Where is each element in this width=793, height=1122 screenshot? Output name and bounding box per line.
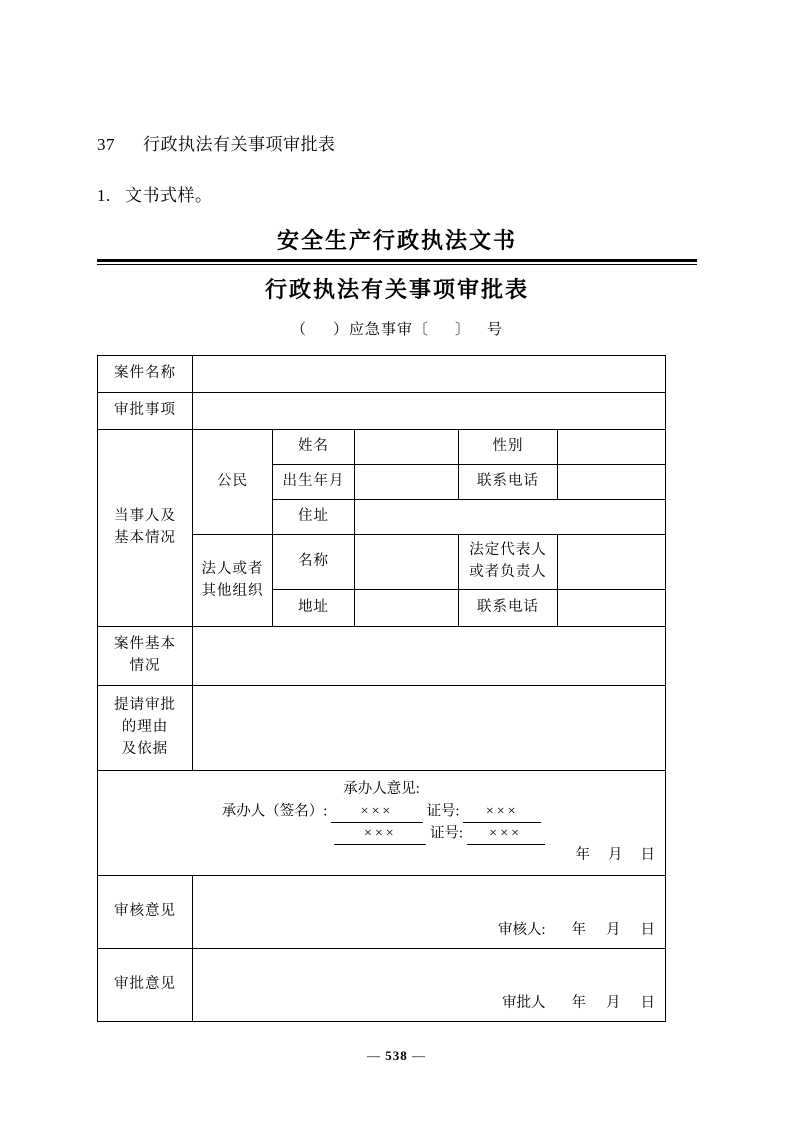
org-phone-label: 联系电话 bbox=[459, 590, 558, 627]
citizen-label: 公民 bbox=[193, 430, 273, 535]
section-heading bbox=[97, 130, 697, 155]
handler-cert-value-2[interactable]: ××× bbox=[467, 823, 545, 845]
approve-opinion-cell[interactable] bbox=[193, 949, 666, 1022]
cert-label-1: 证号: bbox=[426, 803, 460, 820]
handler-date-row bbox=[100, 845, 663, 867]
handler-date-year: 年 bbox=[575, 847, 590, 863]
doc-number-paren-open: （ bbox=[290, 322, 307, 338]
gender-value[interactable] bbox=[558, 430, 666, 465]
table-row bbox=[98, 393, 666, 430]
handler-opinion-cell[interactable] bbox=[98, 771, 666, 876]
table-row bbox=[98, 771, 666, 876]
handler-signature-value-2[interactable]: ××× bbox=[334, 823, 426, 845]
birth-date-value[interactable] bbox=[355, 465, 459, 500]
approval-item-value[interactable] bbox=[193, 393, 666, 430]
org-address-label: 地址 bbox=[273, 590, 355, 627]
address-label: 住址 bbox=[273, 500, 355, 535]
review-opinion-cell[interactable] bbox=[193, 876, 666, 949]
sub-item-number: 1. bbox=[97, 186, 111, 205]
reason-label-line3: 及依据 bbox=[121, 740, 169, 757]
approve-opinion-label: 审批意见 bbox=[98, 949, 193, 1022]
legal-rep-value[interactable] bbox=[558, 535, 666, 590]
review-date-day: 日 bbox=[640, 922, 655, 939]
case-basic-value[interactable] bbox=[193, 627, 666, 686]
org-name-value[interactable] bbox=[355, 535, 459, 590]
doc-number-suffix: 号 bbox=[487, 322, 504, 338]
reviewer-label: 审核人: bbox=[497, 922, 546, 939]
legal-rep-label-line2: 或者负责人 bbox=[469, 564, 547, 580]
legal-person-label-line1: 法人或者 bbox=[201, 560, 264, 577]
legal-person-label bbox=[193, 535, 273, 627]
name-value[interactable] bbox=[355, 430, 459, 465]
party-info-label bbox=[98, 430, 193, 627]
section-heading-number: 37 bbox=[97, 135, 115, 154]
handler-signature-row-2 bbox=[100, 823, 663, 845]
doc-number-bracket-open: 〔 bbox=[413, 322, 430, 338]
approval-form-table bbox=[97, 355, 666, 1022]
review-date-month: 月 bbox=[606, 922, 621, 939]
handler-opinion-label: 承办人意见: bbox=[343, 781, 420, 798]
sub-item-text: 文书式样。 bbox=[125, 186, 213, 205]
case-name-label: 案件名称 bbox=[98, 356, 193, 393]
case-name-value[interactable] bbox=[193, 356, 666, 393]
approve-date-month: 月 bbox=[606, 995, 621, 1012]
handler-signature-value-1[interactable]: ××× bbox=[331, 801, 423, 823]
document-content bbox=[97, 130, 697, 1022]
reason-label-line2: 的理由 bbox=[121, 719, 169, 736]
handler-signature-label: 承办人（签名）: bbox=[221, 803, 328, 820]
reason-value[interactable] bbox=[193, 686, 666, 771]
doc-number-paren-close: ） bbox=[332, 322, 349, 338]
table-row bbox=[98, 949, 666, 1022]
table-row bbox=[98, 686, 666, 771]
case-basic-label bbox=[98, 627, 193, 686]
approver-label: 审批人 bbox=[502, 995, 546, 1012]
gender-label: 性别 bbox=[459, 430, 558, 465]
birth-date-label: 出生年月 bbox=[273, 465, 355, 500]
legal-rep-label bbox=[459, 535, 558, 590]
table-row bbox=[98, 627, 666, 686]
case-basic-label-line2: 情况 bbox=[129, 658, 161, 674]
title-divider bbox=[97, 259, 697, 265]
handler-signature-row bbox=[100, 801, 663, 823]
cert-label-2: 证号: bbox=[429, 825, 464, 842]
footer-dash-right: — bbox=[412, 1048, 426, 1063]
document-number-line bbox=[97, 318, 697, 339]
handler-date-month: 月 bbox=[608, 847, 623, 863]
org-address-value[interactable] bbox=[355, 590, 459, 627]
review-date-year: 年 bbox=[571, 922, 586, 939]
approver-signature-row bbox=[502, 993, 655, 1015]
doc-number-bracket-close: 〕 bbox=[455, 322, 472, 338]
phone-label: 联系电话 bbox=[459, 465, 558, 500]
name-label: 姓名 bbox=[273, 430, 355, 465]
reason-label-line1: 提请审批 bbox=[114, 697, 176, 714]
form-title-block bbox=[97, 224, 697, 304]
form-title-primary: 安全生产行政执法文书 bbox=[276, 228, 517, 253]
address-value[interactable] bbox=[355, 500, 666, 535]
doc-number-middle: 应急事审 bbox=[348, 322, 413, 338]
case-basic-label-line1: 案件基本 bbox=[114, 636, 176, 653]
handler-cert-value-1[interactable]: ××× bbox=[463, 801, 541, 823]
table-row bbox=[98, 430, 666, 465]
approval-item-label: 审批事项 bbox=[98, 393, 193, 430]
sub-item bbox=[97, 181, 697, 206]
handler-date-day: 日 bbox=[640, 847, 655, 863]
party-info-label-line1: 当事人及 bbox=[114, 508, 176, 525]
org-name-label: 名称 bbox=[273, 535, 355, 590]
section-heading-text: 行政执法有关事项审批表 bbox=[143, 135, 336, 154]
table-row bbox=[98, 356, 666, 393]
review-opinion-label: 审核意见 bbox=[98, 876, 193, 949]
legal-rep-label-line1: 法定代表人 bbox=[469, 542, 547, 559]
page-footer bbox=[0, 1048, 793, 1064]
footer-dash-left: — bbox=[367, 1048, 381, 1063]
reason-label bbox=[98, 686, 193, 771]
approve-date-day: 日 bbox=[640, 995, 655, 1012]
form-title-secondary: 行政执法有关事项审批表 bbox=[264, 277, 529, 302]
party-info-label-line2: 基本情况 bbox=[114, 530, 176, 546]
page-number: 538 bbox=[385, 1048, 408, 1063]
reviewer-signature-row bbox=[498, 920, 655, 942]
legal-person-label-line2: 其他组织 bbox=[201, 582, 264, 599]
approve-date-year: 年 bbox=[571, 995, 586, 1012]
table-row bbox=[98, 876, 666, 949]
phone-value[interactable] bbox=[558, 465, 666, 500]
org-phone-value[interactable] bbox=[558, 590, 666, 627]
